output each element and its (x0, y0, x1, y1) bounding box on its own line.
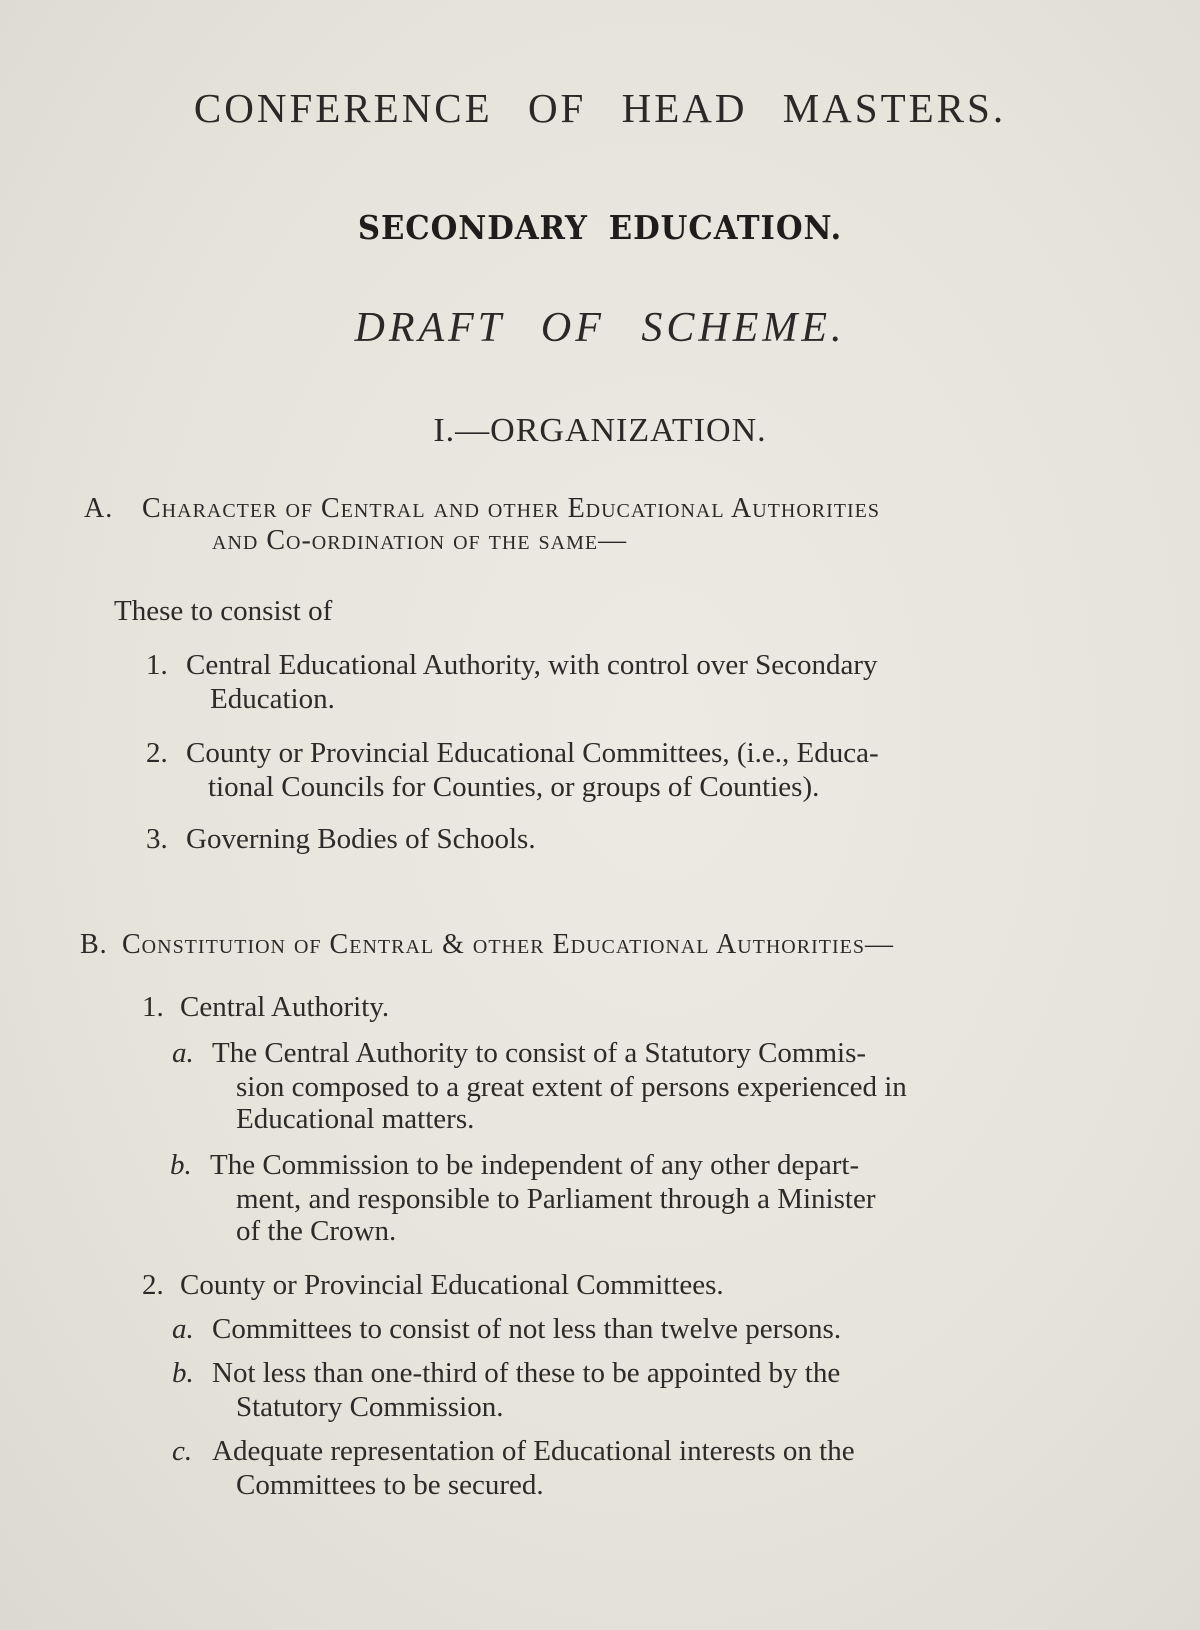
item-number: 1. (142, 991, 164, 1023)
section-b-heading-text: Constitution of Central & other Educational Authorities— (122, 929, 894, 960)
sub-letter: a. (172, 1313, 194, 1345)
section-a-item-1 (146, 648, 878, 682)
sub-letter: a. (172, 1037, 194, 1069)
section-b-2-sub-b-line2: Statutory Commission. (236, 1391, 504, 1423)
section-a-item-2 (146, 736, 879, 770)
section-b-1-sub-b-line3: of the Crown. (236, 1215, 397, 1247)
sub-letter: c. (172, 1435, 193, 1467)
section-b-1-sub-b-line2: ment, and responsible to Parliament through a Minister (236, 1183, 876, 1215)
section-b-1-sub-b (170, 1148, 859, 1182)
item-text-line1: Governing Bodies of Schools. (186, 823, 536, 855)
section-b-2-sub-c (172, 1434, 855, 1468)
item-text-line1: Central Educational Authority, with control over Secondary (186, 649, 878, 681)
section-b-2-sub-a (172, 1312, 841, 1346)
section-b-heading (80, 928, 894, 962)
subject-title: SECONDARY EDUCATION. (357, 208, 843, 247)
section-a-item-2-line2: tional Councils for Counties, or groups of Counties). (208, 771, 820, 803)
section-b-item-2 (142, 1268, 724, 1302)
section-a-item-1-line2: Education. (210, 683, 335, 715)
sub-text-line1: Not less than one-third of these to be appointed by the (212, 1357, 841, 1389)
section-b-2-sub-b (172, 1356, 840, 1390)
sub-letter: b. (170, 1149, 192, 1181)
draft-title: DRAFT OF SCHEME. (354, 305, 846, 351)
section-a-heading-line1: Character of Central and other Educational Authorities (142, 493, 880, 524)
sub-text-line1: The Central Authority to consist of a Statutory Commis- (212, 1037, 867, 1069)
section-a-heading (84, 492, 1070, 526)
section-a-heading-line2: and Co-ordination of the same— (212, 525, 628, 556)
sub-text-line1: Adequate representation of Educational interests on the (212, 1435, 855, 1467)
section-b-letter: B. (80, 929, 108, 960)
item-text-line1: County or Provincial Educational Committees, (i.e., Educa- (186, 737, 879, 769)
sub-text-line1: The Commission to be independent of any other depart- (210, 1149, 860, 1181)
section-a-item-3 (146, 822, 536, 856)
conference-title: CONFERENCE OF HEAD MASTERS. (193, 85, 1007, 131)
item-number: 3. (146, 823, 168, 855)
item-title: County or Provincial Educational Committees. (180, 1269, 724, 1301)
section-b-2-sub-c-line2: Committees to be secured. (236, 1469, 544, 1501)
sub-text-line1: Committees to consist of not less than twelve persons. (212, 1313, 842, 1345)
part-title: I.—ORGANIZATION. (433, 412, 767, 449)
item-number: 1. (146, 649, 168, 681)
sub-letter: b. (172, 1357, 194, 1389)
item-title: Central Authority. (180, 991, 390, 1023)
section-b-item-1 (142, 990, 389, 1024)
section-a-intro: These to consist of (114, 595, 333, 627)
item-number: 2. (142, 1269, 164, 1301)
item-number: 2. (146, 737, 168, 769)
section-b-1-sub-a-line3: Educational matters. (236, 1103, 475, 1135)
section-b-1-sub-a (172, 1036, 866, 1070)
section-a-letter: A. (84, 493, 114, 524)
section-b-1-sub-a-line2: sion composed to a great extent of persons experienced in (236, 1071, 907, 1103)
